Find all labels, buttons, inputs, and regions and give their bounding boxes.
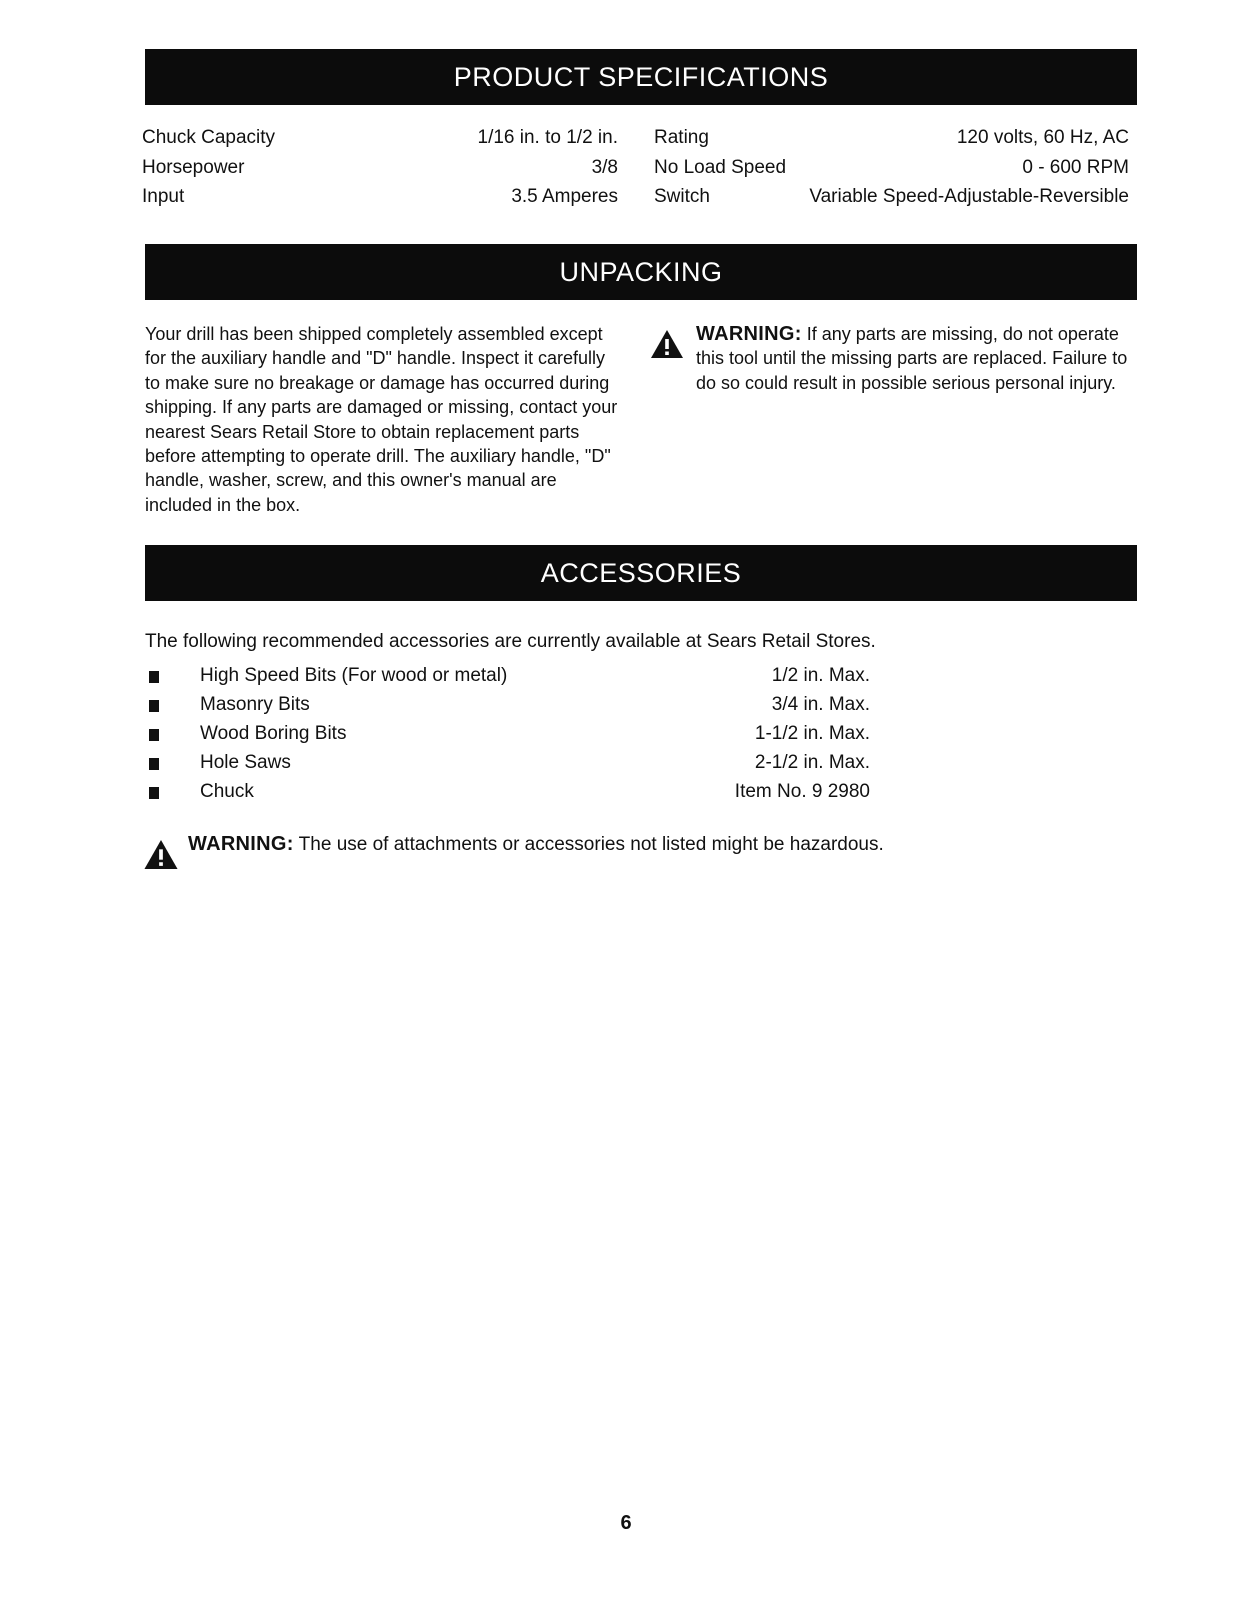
accessory-item (145, 720, 870, 748)
spec-label-input: Input (142, 186, 185, 207)
unpacking-warning-text: If any parts are missing, do not operate this tool until the missing parts are replaced. Failure to do so could result in possible serious personal injury. (696, 324, 1128, 393)
bullet-square-icon (149, 729, 159, 741)
spec-value-input: 3.5 Amperes (511, 186, 618, 207)
unpacking-heading: UNPACKING (145, 244, 1137, 300)
spec-label-chuck-capacity: Chuck Capacity (142, 127, 276, 148)
accessory-item-number: Item No. 9 2980 (734, 781, 870, 802)
spec-label-horsepower: Horsepower (142, 157, 245, 178)
spec-value-chuck-capacity: 1/16 in. to 1/2 in. (477, 127, 618, 148)
unpacking-warning-label: WARNING: (696, 323, 802, 345)
spec-value-horsepower: 3/8 (591, 157, 618, 178)
accessory-name: High Speed Bits (For wood or metal) (200, 665, 508, 686)
spec-value-rating: 120 volts, 60 Hz, AC (956, 127, 1129, 148)
accessory-size: 1/2 in. Max. (771, 665, 870, 686)
warning-triangle-icon (143, 839, 179, 870)
bullet-square-icon (149, 700, 159, 712)
unpacking-body: Your drill has been shipped completely assembled except for the auxiliary handle and "D" handle. Inspect it carefully to make sure no breakage or damage has occurred during shipping. If any parts are damaged or missing, contact your nearest Sears Retail Store to obtain replacement parts before attempting to operate drill. The auxiliary handle, "D" handle, washer, screw, and this owner's manual are included in the box. (145, 324, 618, 515)
spec-label-switch: Switch (654, 186, 710, 207)
accessory-item (145, 778, 870, 806)
accessory-size: 1-1/2 in. Max. (754, 723, 870, 744)
bullet-square-icon (149, 787, 159, 799)
accessory-name: Wood Boring Bits (200, 723, 347, 744)
accessories-warning-text: The use of attachments or accessories not listed might be hazardous. (298, 834, 884, 855)
unpacking-warning (696, 322, 1131, 395)
accessory-item (145, 662, 870, 690)
accessory-name: Chuck (200, 781, 254, 802)
bullet-square-icon (149, 758, 159, 770)
accessory-item (145, 749, 870, 777)
accessories-warning (188, 832, 1088, 857)
specifications-heading: PRODUCT SPECIFICATIONS (145, 49, 1137, 105)
spec-label-rating: Rating (654, 127, 709, 148)
accessory-item (145, 691, 870, 719)
warning-triangle-icon (650, 329, 684, 359)
accessory-name: Masonry Bits (200, 694, 310, 715)
accessories-warning-label: WARNING: (188, 833, 294, 855)
accessories-intro: The following recommended accessories are currently available at Sears Retail Stores. (145, 631, 876, 652)
page-number: 6 (620, 1512, 632, 1534)
accessory-size: 3/4 in. Max. (771, 694, 870, 715)
spec-value-no-load-speed: 0 - 600 RPM (1022, 157, 1129, 178)
spec-value-switch: Variable Speed-Adjustable-Reversible (809, 186, 1129, 207)
accessories-heading: ACCESSORIES (145, 545, 1137, 601)
bullet-square-icon (149, 671, 159, 683)
accessory-name: Hole Saws (200, 752, 291, 773)
spec-label-no-load-speed: No Load Speed (654, 157, 787, 178)
accessory-size: 2-1/2 in. Max. (754, 752, 870, 773)
